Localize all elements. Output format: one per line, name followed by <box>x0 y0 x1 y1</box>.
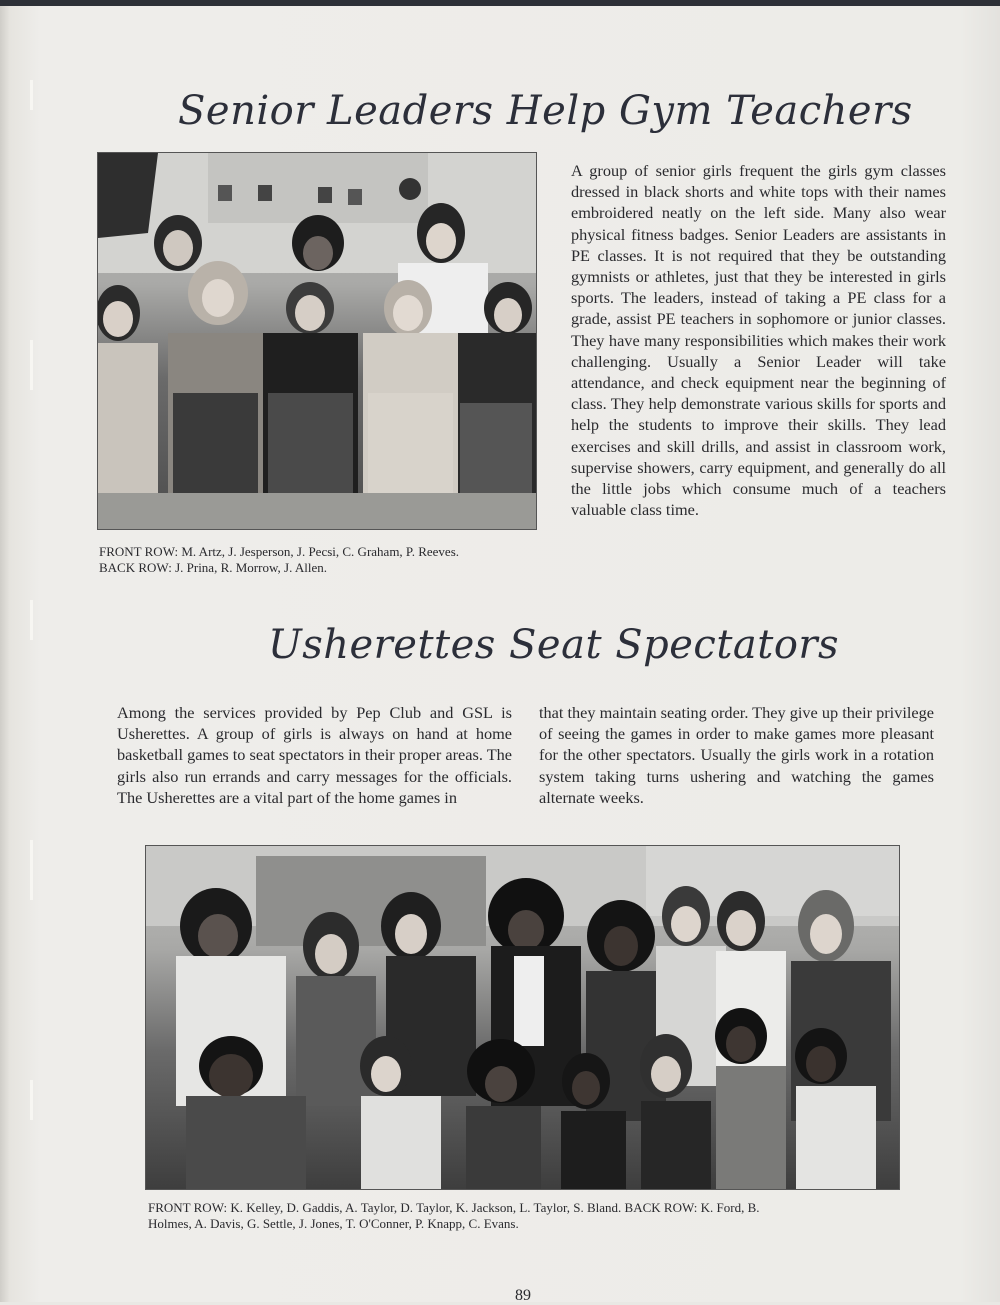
senior-leaders-caption-back: BACK ROW: J. Prina, R. Morrow, J. Allen. <box>99 560 327 575</box>
senior-leaders-paragraph: A group of senior girls frequent the girls gym classes dressed in black shorts and white tops with their names embroidered neatly on the left side. Many also wear physical fitness badges. Senior Leaders are assistants in PE classes. It is not required that they be outstanding gymnists or athletes, just that they be interested in girls sports. The leaders, instead of taking a PE class for a grade, assist PE teachers in sophomore or junior classes. They have many responsibilities which makes their work challenging. Usually a Senior Leader will take attendance, and check equipment near the beginning of class. They help demonstrate various skills for sports and help the students to improve their skills. They lead exercises and skill drills, and assist in classroom work, supervise showers, carry equipment, and generally do all the little jobs which consume much of a teachers valuable class time. <box>571 161 946 520</box>
usherettes-paragraph-left: Among the services provided by Pep Club and GSL is Usherettes. A group of girls is always on hand at home basketball games to seat spectators in their proper areas. The girls also run errands and carry messages for the officials. The Usherettes are a vital part of the home games in <box>117 703 512 807</box>
usherettes-caption-line1: FRONT ROW: K. Kelley, D. Gaddis, A. Taylor, D. Taylor, K. Jackson, L. Taylor, S. Bland. BACK ROW: K. Ford, B. <box>148 1200 760 1215</box>
usherettes-photo-art <box>146 846 899 1189</box>
page-number: 89 <box>515 1287 531 1304</box>
usherettes-paragraph-right: that they maintain seating order. They give up their privilege of seeing the games in order to make games more pleasant for the other spectators. Usually the girls work in a rotation system taking turns ushering and watching the games alternate weeks. <box>539 703 934 807</box>
senior-leaders-photo-art <box>98 153 536 529</box>
top-edge <box>0 0 1000 6</box>
senior-leaders-photo <box>97 152 537 530</box>
page-binding-stitches <box>30 80 33 1280</box>
senior-leaders-caption-front: FRONT ROW: M. Artz, J. Jesperson, J. Pecsi, C. Graham, P. Reeves. <box>99 544 460 559</box>
section-title-usherettes: Usherettes Seat Spectators <box>268 622 840 668</box>
usherettes-photo <box>145 845 900 1190</box>
usherettes-caption-line2: Holmes, A. Davis, G. Settle, J. Jones, T. O'Conner, P. Knapp, C. Evans. <box>148 1216 519 1231</box>
section-title-senior-leaders: Senior Leaders Help Gym Teachers <box>178 88 913 134</box>
